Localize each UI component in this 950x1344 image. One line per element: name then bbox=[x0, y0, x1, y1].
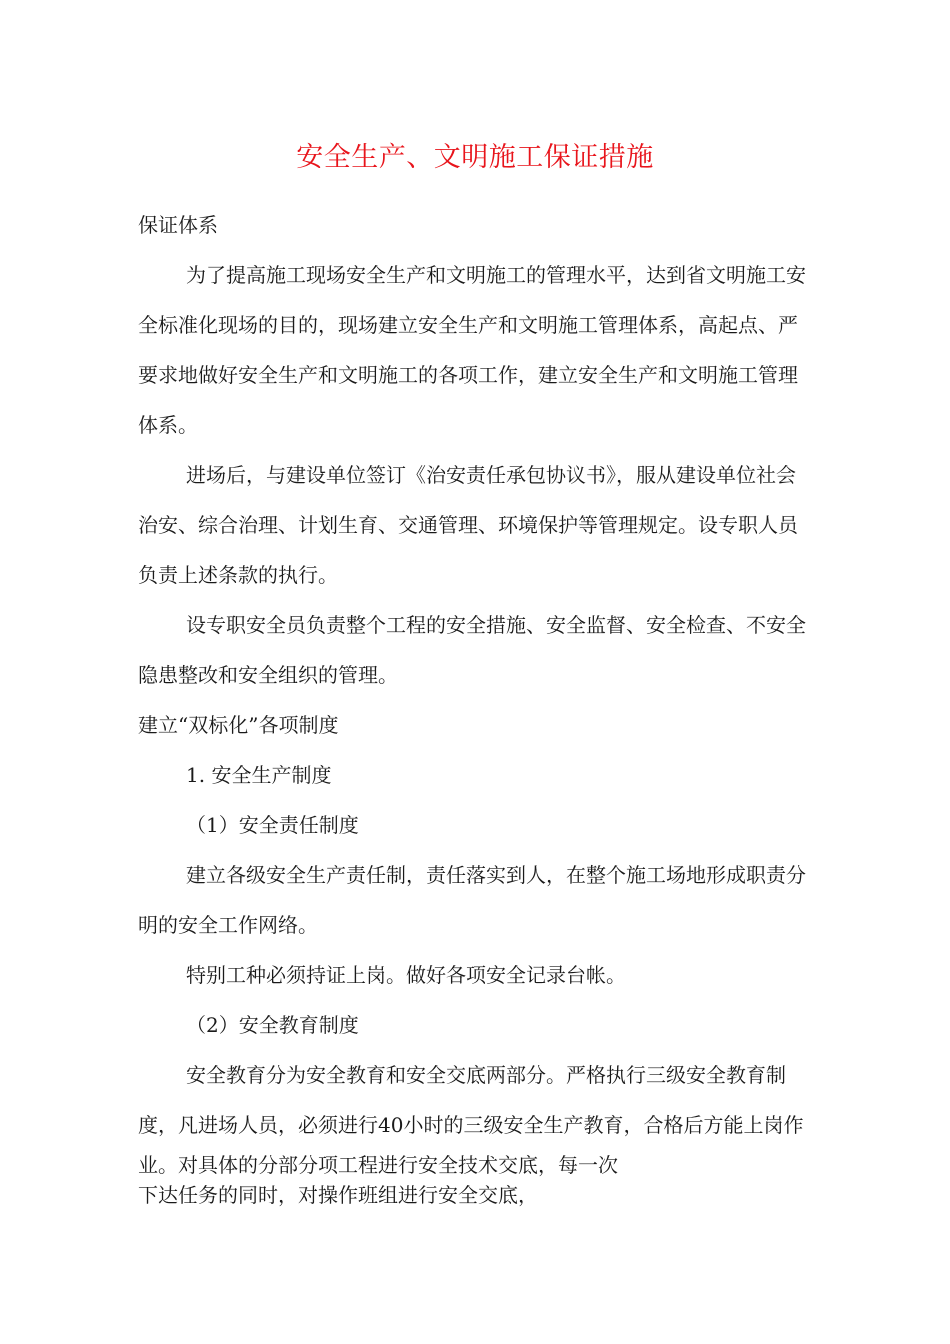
paragraph-line: （2）安全教育制度 bbox=[186, 1013, 359, 1037]
paragraph-line: 安全教育分为安全教育和安全交底两部分。严格执行三级安全教育制 bbox=[186, 1063, 786, 1087]
section-heading: 保证体系 bbox=[138, 213, 218, 237]
paragraph-line: 要求地做好安全生产和文明施工的各项工作，建立安全生产和文明施工管理 bbox=[138, 363, 798, 387]
paragraph-line: 隐患整改和安全组织的管理。 bbox=[138, 663, 398, 687]
section-heading: 建立“双标化”各项制度 bbox=[138, 713, 339, 737]
paragraph-line: 1. 安全生产制度 bbox=[186, 763, 332, 787]
paragraph-line: 下达任务的同时，对操作班组进行安全交底， bbox=[138, 1183, 538, 1207]
paragraph-line: 建立各级安全生产责任制，责任落实到人，在整个施工场地形成职责分 bbox=[186, 863, 806, 887]
paragraph-line: 治安、综合治理、计划生育、交通管理、环境保护等管理规定。设专职人员 bbox=[138, 513, 798, 537]
paragraph-line: 体系。 bbox=[138, 413, 198, 437]
paragraph-line: 设专职安全员负责整个工程的安全措施、安全监督、安全检查、不安全 bbox=[186, 613, 806, 637]
paragraph-line: 为了提高施工现场安全生产和文明施工的管理水平，达到省文明施工安 bbox=[186, 263, 806, 287]
paragraph-line: 度，凡进场人员，必须进行40小时的三级安全生产教育，合格后方能上岗作 bbox=[138, 1113, 804, 1137]
paragraph-line: 特别工种必须持证上岗。做好各项安全记录台帐。 bbox=[186, 963, 626, 987]
paragraph-line: 负责上述条款的执行。 bbox=[138, 563, 338, 587]
paragraph-line: 进场后，与建设单位签订《治安责任承包协议书》，服从建设单位社会 bbox=[186, 463, 796, 487]
document-title: 安全生产、文明施工保证措施 bbox=[296, 142, 654, 173]
paragraph-line: 业。对具体的分部分项工程进行安全技术交底，每一次 bbox=[138, 1153, 618, 1177]
document-body bbox=[138, 200, 826, 1210]
paragraph-line: （1）安全责任制度 bbox=[186, 813, 359, 837]
paragraph-line: 明的安全工作网络。 bbox=[138, 913, 318, 937]
paragraph-line: 全标准化现场的目的，现场建立安全生产和文明施工管理体系，高起点、严 bbox=[138, 313, 798, 337]
